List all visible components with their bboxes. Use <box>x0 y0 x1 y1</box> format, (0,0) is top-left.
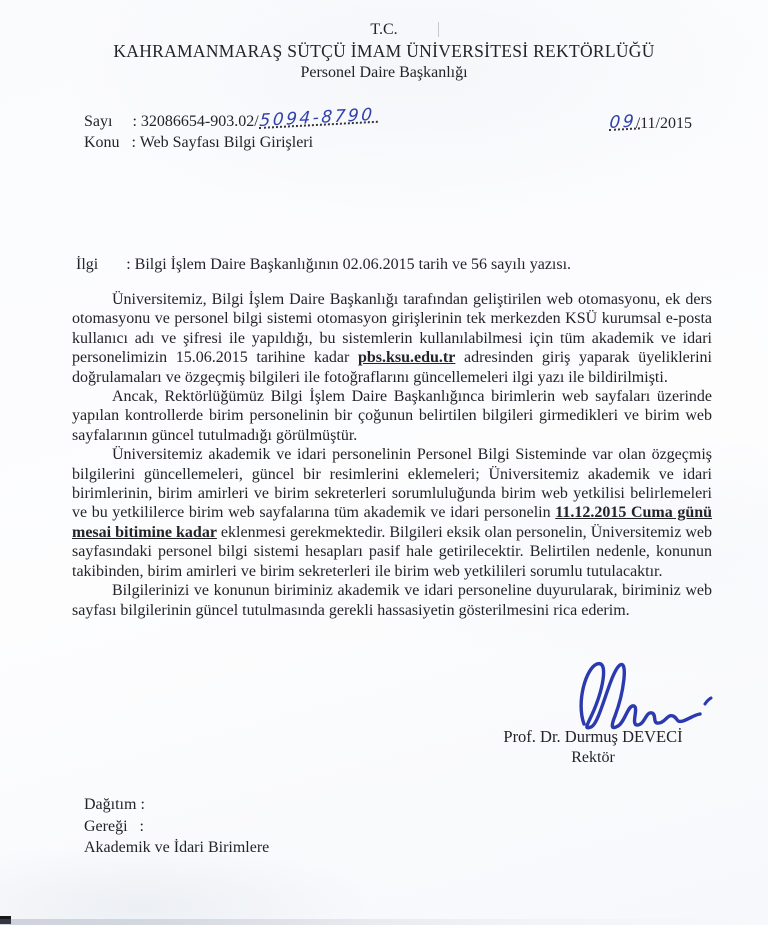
konu-line <box>84 133 710 154</box>
letter-body <box>72 290 712 620</box>
date-printed-text: /11/2015 <box>635 115 692 132</box>
paragraph-4: Bilgilerinizi ve konunun biriminiz akademik ve idari personeline duyurularak, biriminiz web sayfası bilgilerinin güncel tutulmasında gerekli hassasiyetin gösterilmesini rica ederim. <box>72 582 712 619</box>
date-handwritten-day: 09 <box>609 115 637 130</box>
distribution-heading: Dağıtım : <box>84 796 145 813</box>
paragraph-1-text: Üniversitemiz, Bilgi İşlem Daire Başkanlığı tarafından geliştirilen web otomasyonu, ek ders otomasyonu ve personel bilgi sistemi otomasyon girişlerinin tek merkezden KSÜ kurumsal e-posta kullanıcı adı ve şifresi ile yapıldığı, bu sistemlerin kullanılabilmesi için tüm akademik ve idari personelimizin 15.06.2015 tarihine kadar <box>72 291 712 367</box>
distribution-recipients: Akademik ve İdari Birimlere <box>84 839 270 856</box>
deadline-date-text: 11.12.2015 Cuma günü mesai bitimine kadar <box>72 504 713 541</box>
signatory-title: Rektör <box>571 749 615 766</box>
sayi-printed-text: Sayı : 32086654-903.02/ <box>84 113 259 130</box>
distribution-block <box>84 794 269 859</box>
letterhead-tc: T.C. <box>370 21 398 38</box>
paragraph-3 <box>72 445 712 581</box>
signatory-name: Prof. Dr. Durmuş DEVECİ <box>503 727 683 746</box>
paragraph-1-text: adresinden giriş yaparak üyeliklerini doğrulamaları ve özgeçmiş bilgileri ile fotoğraflarını güncellemeleri ilgi yazı ile bildirilmişti. <box>72 349 712 386</box>
letterhead <box>0 20 768 83</box>
paragraph-2: Ancak, Rektörlüğümüz Bilgi İşlem Daire Başkanlığınca birimlerin web sayfaları üzerinde yapılan kontrollerde birim personelinin bir çoğunun belirtilen bilgileri girmedikleri ve birim web sayfalarının güncel tutulmadığı görülmüştür. <box>72 388 712 444</box>
letterhead-department: Personel Daire Başkanlığı <box>300 64 468 81</box>
paragraph-3-text: Üniversitemiz akademik ve idari personelinin Personel Bilgi Sisteminde var olan özgeçmiş bilgilerini güncellemeleri, güncel bir resimlerini eklemeleri; Üniversitemiz akademik ve idari birimlerinin, birim amirleri ve birim sekreterleri sorumluluğunda birim web yetkilisi belirlemeleri ve bu yetkililerce birim web sayfalarına tüm akademik ve idari personelin <box>72 446 712 522</box>
distribution-geregi: Gereği : <box>84 817 144 835</box>
signature-block <box>468 658 718 768</box>
sayi-handwritten-number: 5094-8790 <box>259 108 375 128</box>
paragraph-1 <box>72 290 712 387</box>
scan-line-artifact <box>438 22 439 37</box>
konu-text: Konu : Web Sayfası Bilgi Girişleri <box>84 133 314 151</box>
ilgi-line: İlgi : Bilgi İşlem Daire Başkanlığının 02.06.2015 tarih ve 56 sayılı yazısı. <box>76 256 572 273</box>
handwritten-signature-icon <box>564 658 714 730</box>
paragraph-3-text: eklenmesi gerekmektedir. Bilgileri eksik olan personelin, Üniversitemiz web sayfasındaki personel bilgi sistemi hesapları pasif hale getirilecektir. Belirtilen nedenle, konunun takibinden, birim amirleri ve birim sekreterleri ile birim web yetkilileri sorumlu tutulacaktır. <box>72 523 712 580</box>
letterhead-university: KAHRAMANMARAŞ SÜTÇÜ İMAM ÜNİVERSİTESİ REKTÖRLÜĞÜ <box>113 41 655 61</box>
pbs-url-text: pbs.ksu.edu.tr <box>357 349 456 367</box>
date-line <box>608 111 692 134</box>
document-meta <box>84 104 710 153</box>
scan-edge-artifact <box>0 919 768 925</box>
